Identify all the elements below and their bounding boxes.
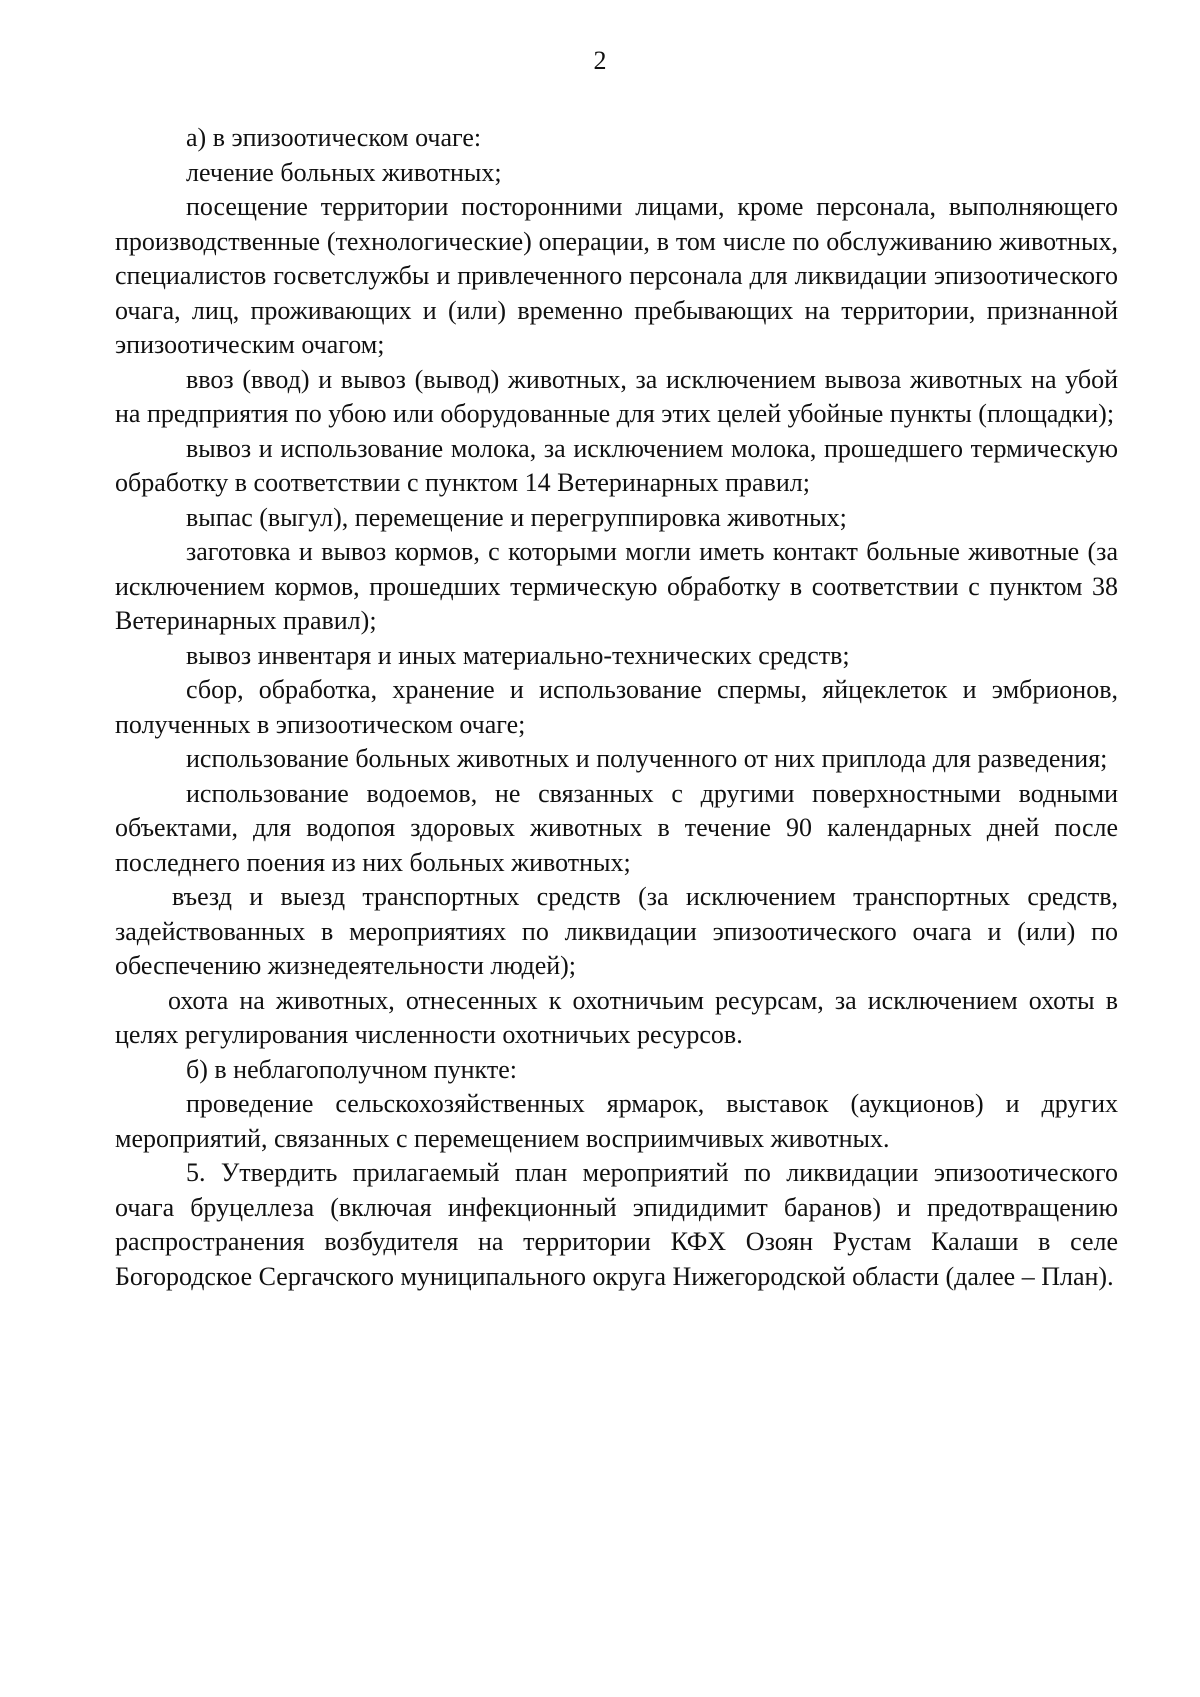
list-item: использование больных животных и полученного от них приплода для разведения; [186,744,1108,773]
list-item: использование водоемов, не связанных с другими поверхностными водными объектами, для водопоя здоровых животных в течение 90 календарных дней после последнего поения из них больных животных; [115,778,1118,877]
list-item: вывоз и использование молока, за исключением молока, прошедшего термическую обработку в соответствии с пунктом 14 Ветеринарных правил; [115,433,1118,497]
page-number: 2 [593,46,607,75]
list-item: вывоз инвентаря и иных материально-технических средств; [186,640,850,670]
section-heading-a: а) в эпизоотическом очаге: [186,123,482,152]
numbered-paragraph-5: 5. Утвердить прилагаемый план мероприятий по ликвидации эпизоотического очага бруцеллеза (включая инфекционный эпидидимит баранов) и предотвращению распространения возбудителя на территории КФХ Озоян Рустам Калаши в селе Богородское Сергачского муниципального округа Нижегородской области (далее – План). [115,1158,1118,1291]
document-body [115,121,1118,1294]
list-item: въезд и выезд транспортных средств (за исключением транспортных средств, задействованных в мероприятиях по ликвидации эпизоотического очага и (или) по обеспечению жизнедеятельности людей); [115,882,1118,980]
section-heading-b: б) в неблагополучном пункте: [186,1054,517,1084]
list-item: лечение больных животных; [186,157,502,187]
list-item: сбор, обработка, хранение и использование спермы, яйцеклеток и эмбрионов, полученных в эпизоотическом очаге; [115,675,1118,739]
list-item: охота на животных, отнесенных к охотничьим ресурсам, за исключением охоты в целях регулирования численности охотничьих ресурсов. [115,985,1118,1049]
list-item: проведение сельскохозяйственных ярмарок, выставок (аукционов) и других мероприятий, связанных с перемещением восприимчивых животных. [115,1089,1118,1153]
list-item: заготовка и вывоз кормов, с которыми могли иметь контакт больные животные (за исключением кормов, прошедших термическую обработку в соответствии с пунктом 38 Ветеринарных правил); [115,537,1118,635]
list-item: выпас (выгул), перемещение и перегруппировка животных; [186,502,847,532]
list-item: ввоз (ввод) и вывоз (вывод) животных, за исключением вывоза животных на убой на предприятия по убою или оборудованные для этих целей убойные пункты (площадки); [115,364,1118,428]
list-item: посещение территории посторонними лицами, кроме персонала, выполняющего производственные (технологические) операции, в том числе по обслуживанию животных, специалистов госветслужбы и привлеченного персонала для ликвидации эпизоотического очага, лиц, проживающих и (или) временно пребывающих на территории, признанной эпизоотическим очагом; [115,192,1118,359]
